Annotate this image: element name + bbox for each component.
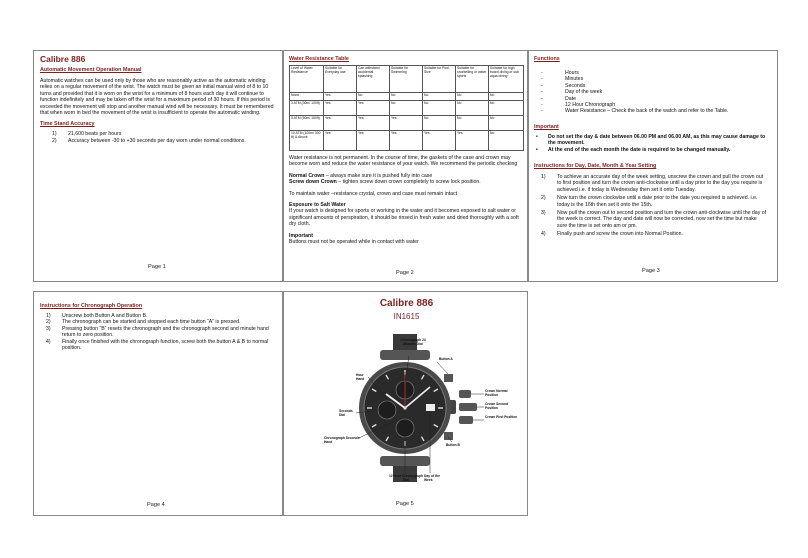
day-date-heading: Instructions for Day, Date, Month & Year Setting [534, 163, 657, 169]
list-item: - Water Resistance – Check the back of the watch and refer to the Table. [541, 108, 729, 115]
button-b-shape [444, 432, 453, 440]
screw-crown-line: Screw down Crown – tighten screw down crown completely to screw lock position. [289, 179, 481, 186]
list-item: 3) Pressing button “B” resets the chronograph and the chronograph second and minute hand return to zero position. [46, 325, 269, 339]
important-text: Buttons must not be operated while in contact with water [289, 239, 419, 246]
table-header-row: Level of Water Resistance Suitable for Everyday use Can withstand accidental splashing Suitable for Swimming Suitable for Pool Size Suitable for snorkelling or water sports Suitable for high board diving or sub aqua diving [290, 66, 524, 93]
list-item: - Minutes [541, 76, 584, 83]
page-5-number: Page 5 [396, 501, 414, 507]
label-crown-second: Crown Second Position [485, 402, 509, 410]
label-chronograph-24min: Chronograph 24 Minutes Dial [400, 338, 426, 346]
list-item: - Date [541, 95, 576, 102]
list-item: 1) Unscrew both Button A and Button B. [46, 313, 148, 319]
label-crown-normal: Crown Normal Position [485, 389, 508, 397]
label-crown-first: Crown First Position [485, 415, 518, 419]
table-row: 5 ATM (50m/ 150ft) Yes Yes Yes No No No [290, 116, 524, 131]
page-2-panel [283, 50, 528, 282]
list-item: - Day of the week [541, 89, 603, 96]
list-item: • Do not set the day & date between 06.00 PM and 06.00 AM, as this may cause damage to the movement. [536, 134, 766, 147]
crown-pos-second-icon [459, 403, 477, 411]
page-3-panel [528, 50, 778, 282]
list-item: - Hours [541, 70, 579, 76]
list-item: 2) Now turn the crown clockwise until a date prior to the date you required is achieved. i.e. today is the 16th then set it onto the 15th. [541, 195, 758, 208]
label-button-b: Button B [446, 443, 460, 447]
chronograph-heading: Instructions for Chronograph Operation [40, 303, 143, 309]
list-item: - Seconds [541, 82, 586, 89]
page-3-number: Page 3 [642, 268, 660, 274]
auto-movement-text: Automatic watches can be used only by those who are reasonably active as the automatic winding relies on a regular movement of the wrist. The watch must be given an initial manual wind of 8 to 10 turns and provided that it is worn on the wrist for a minimum of 8 hours each day it will continue to function indefinitely and may be taken off the wrist for a maximum period of 30 hours. If this period is exceeded the movement will stop and another manual wind will be necessary. It must be remembered that when worn in bed the movement of the wrist is insufficient to operate the automatic winding. [40, 78, 274, 117]
list-item: 4) Finally once finished with the chronograph function, screw both the button A & B to normal position. [46, 338, 269, 352]
button-a-shape [444, 374, 453, 382]
subdial-12h [396, 419, 414, 437]
salt-water-text: If your watch is designed for sports or working in the water and it becomes exposed to salt water or significant amounts of perspiration, it should be rinsed in fresh water and dried thoroughly with a soft dry cloth. [289, 208, 519, 228]
list-item: - 12 Hour Chronograph [541, 102, 616, 109]
list-item: 2) Accuracy between -30 to +30 seconds per day worn under normal conditions. [52, 137, 246, 144]
water-resistance-table [289, 65, 524, 151]
label-12h-dial: 12 Hour Chronograph Dial [388, 474, 424, 482]
hand-pin [403, 406, 406, 409]
crown-pos-normal-icon [459, 390, 471, 398]
date-window [426, 404, 435, 411]
functions-heading: Functions [534, 56, 560, 62]
day-date-instructions [529, 174, 767, 238]
page-5-panel [283, 291, 528, 516]
subdial-seconds [378, 401, 396, 419]
important-heading: Important [289, 232, 313, 239]
top-lugs [380, 350, 430, 360]
label-chrono-seconds: Chronograph Seconds Hand [324, 436, 360, 444]
watch-model: IN1615 [393, 312, 420, 321]
label-hour-hand: Hour Hand [356, 373, 365, 381]
crown-pos-first-icon [459, 416, 473, 424]
list-item: • At the end of the each month the date is required to be changed manually. [536, 146, 731, 153]
salt-water-heading: Exposure to Salt Water [289, 202, 346, 209]
functions-list [541, 70, 771, 115]
normal-crown-line: Normal Crown – always make sure it is pushed fully into case [289, 172, 433, 179]
chronograph-instructions [34, 313, 274, 351]
label-day-of-week: Day of the Week [424, 474, 440, 482]
maintain-para: To maintain water –resistance crystal, crown and case must remain intact [289, 190, 458, 197]
list-item: 3) Now pull the crown out to second position and turn the crown anti-clockwise until the day of the week is correct. The day and date will now be corrected, now set the time but make sure the time is set onto am or pm. [541, 210, 767, 229]
page-1-title: Calibre 886 [40, 54, 86, 64]
label-button-a: Button A [439, 357, 453, 361]
table-row: 10 ATM (100m/ 300 ft) & Above Yes Yes Yes Yes Yes No [290, 131, 524, 151]
page-4-number: Page 4 [147, 502, 165, 508]
important-heading-3: Important [534, 124, 559, 130]
list-item: 4) Finally push and screw the crown into Normal Position. [541, 231, 683, 238]
page-2-number: Page 2 [396, 270, 414, 276]
list-item: 1) To achieve an accurate day of the week setting, unscrew the crown and pull the crown out to first position and turn the crown anti-clockwise until a day prior to the day you require is achieved i.e. if today is Wednesday then set it onto Tuesday. [541, 174, 764, 193]
table-row: None Yes No No No No No [290, 93, 524, 101]
table-row: 3 ATM (30m/ 100ft) Yes Yes No No No No [290, 101, 524, 116]
page-1-number: Page 1 [148, 264, 166, 270]
label-seconds-dial: Seconds Dial [339, 409, 353, 417]
accuracy-heading: Time Stand Accuracy [40, 121, 95, 128]
accuracy-list [40, 131, 278, 144]
list-item: 1) 21,600 beats per hours [52, 131, 122, 138]
water-resistance-para: Water resistance is not permanent. In the course of time, the gaskets of the case and crown may become worn and reduce the water resistance of your watch. We recommend the periodic checking [289, 155, 518, 168]
auto-movement-heading: Automatic Movement Operation Manual [40, 67, 142, 73]
page-4-panel [33, 291, 283, 516]
important-list [536, 134, 766, 153]
page-1-panel [33, 50, 283, 282]
list-item: 2) The chronograph can be started and stopped each time button “A” is pressed. [46, 319, 241, 326]
watch-title: Calibre 886 [379, 298, 434, 309]
water-table-heading: Water Resistance Table [289, 56, 349, 62]
